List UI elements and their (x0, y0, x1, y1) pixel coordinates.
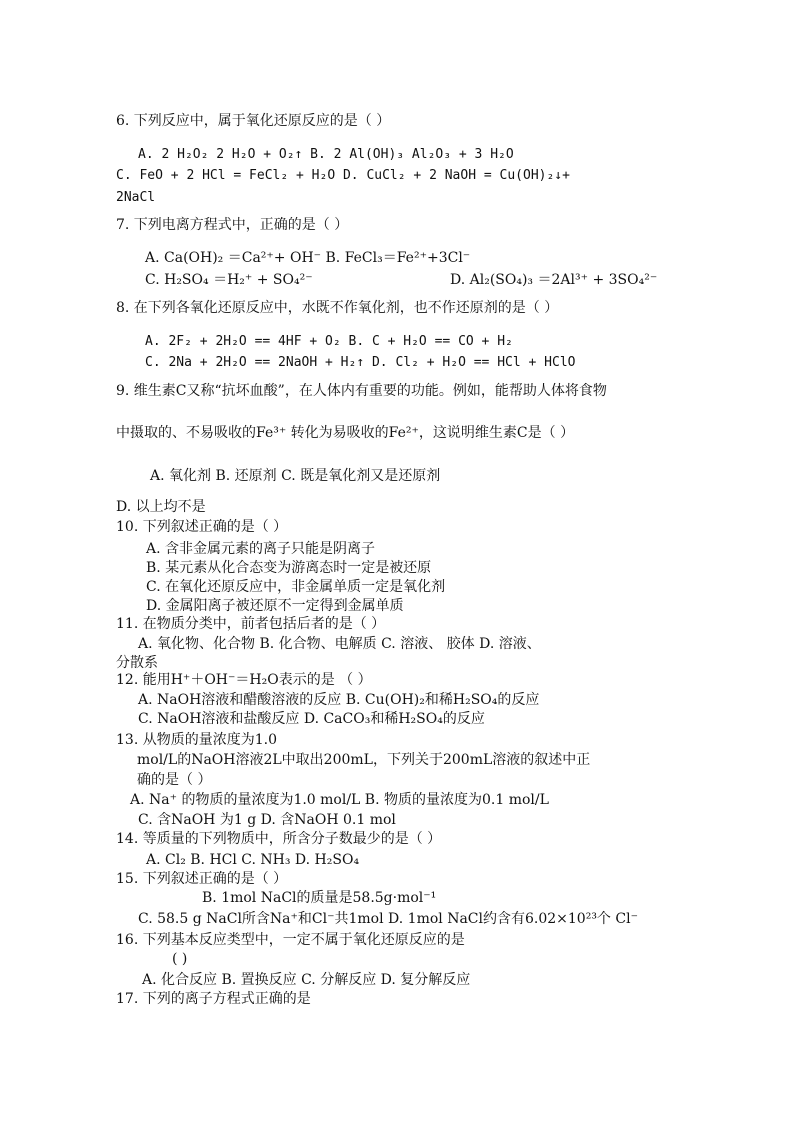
question-13-stem-line2: mol/L的NaOH溶液2L中取出200mL，下列关于200mL溶液的叙述中正 (137, 752, 591, 768)
question-7-option-c: C. H₂SO₄ ＝H₂⁺ + SO₄²⁻ (145, 272, 313, 288)
question-16-options: A. 化合反应 B. 置换反应 C. 分解反应 D. 复分解反应 (142, 972, 471, 988)
question-9-options-abc: A. 氧化剂 B. 还原剂 C. 既是氧化剂又是还原剂 (150, 468, 441, 484)
question-9-option-d: D. 以上均不是 (116, 499, 206, 515)
question-12-options-cd: C. NaOH溶液和盐酸反应 D. CaCO₃和稀H₂SO₄的反应 (138, 711, 485, 727)
question-8-options-ab: A. 2F₂ + 2H₂O == 4HF + O₂ B. C + H₂O == CO + H₂ (145, 334, 513, 349)
question-11-tail: 分散系 (116, 655, 158, 671)
question-12-stem: 12. 能用H⁺＋OH⁻＝H₂O表示的是 （ ） (116, 672, 372, 688)
question-15-stem: 15. 下列叙述正确的是（ ） (116, 871, 288, 887)
question-6-options-cd: C. FeO + 2 HCl = FeCl₂ + H₂O D. CuCl₂ + 2 NaOH = Cu(OH)₂↓+ (116, 168, 570, 183)
question-9-stem-line2: 中摄取的、不易吸收的Fe³⁺ 转化为易吸收的Fe²⁺，这说明维生素C是（ ） (116, 425, 575, 441)
question-8-stem: 8. 在下列各氧化还原反应中，水既不作氧化剂，也不作还原剂的是（ ） (116, 300, 559, 316)
question-10-option-b: B. 某元素从化合态变为游离态时一定是被还原 (146, 560, 432, 576)
question-11-stem: 11. 在物质分类中，前者包括后者的是（ ） (116, 616, 386, 632)
question-6-stem: 6. 下列反应中，属于氧化还原反应的是（ ） (116, 113, 391, 129)
question-11-options: A. 氧化物、化合物 B. 化合物、电解质 C. 溶液、 胶体 D. 溶液、 (138, 636, 541, 652)
question-10-option-d: D. 金属阳离子被还原不一定得到金属单质 (146, 598, 404, 614)
question-13-options-ab: A. Na⁺ 的物质的量浓度为1.0 mol/L B. 物质的量浓度为0.1 mol/L (130, 792, 549, 808)
question-7-options-ab: A. Ca(OH)₂ ＝Ca²⁺+ OH⁻ B. FeCl₃＝Fe²⁺+3Cl⁻ (145, 250, 471, 266)
question-14-stem: 14. 等质量的下列物质中，所含分子数最少的是（ ） (116, 831, 442, 847)
question-15-options-cd: C. 58.5 g NaCl所含Na⁺和Cl⁻共1mol D. 1mol NaCl约含有6.02×10²³个 Cl⁻ (138, 911, 638, 927)
question-14-options: A. Cl₂ B. HCl C. NH₃ D. H₂SO₄ (146, 852, 360, 868)
question-17-stem: 17. 下列的离子方程式正确的是 (116, 991, 311, 1007)
question-6-tail: 2NaCl (116, 190, 156, 205)
question-13-stem-line3: 确的是（ ） (137, 772, 212, 788)
question-15-option-b: B. 1mol NaCl的质量是58.5g·mol⁻¹ (202, 890, 437, 906)
question-8-options-cd: C. 2Na + 2H₂O == 2NaOH + H₂↑ D. Cl₂ + H₂O == HCl + HClO (145, 355, 576, 370)
question-9-stem-line1: 9. 维生素C又称“抗坏血酸”，在人体内有重要的功能。例如，能帮助人体将食物 (116, 383, 607, 399)
question-10-option-a: A. 含非金属元素的离子只能是阴离子 (146, 541, 376, 557)
question-7-option-d: D. Al₂(SO₄)₃ ＝2Al³⁺ + 3SO₄²⁻ (450, 272, 658, 288)
question-10-stem: 10. 下列叙述正确的是（ ） (116, 519, 288, 535)
question-12-options-ab: A. NaOH溶液和醋酸溶液的反应 B. Cu(OH)₂和稀H₂SO₄的反应 (138, 692, 540, 708)
question-7-stem: 7. 下列电离方程式中，正确的是（ ） (116, 217, 349, 233)
question-13-options-cd: C. 含NaOH 为1 g D. 含NaOH 0.1 mol (138, 812, 396, 828)
question-13-stem-line1: 13. 从物质的量浓度为1.0 (116, 732, 277, 748)
question-10-option-c: C. 在氧化还原反应中，非金属单质一定是氧化剂 (146, 579, 446, 595)
question-16-stem-line1: 16. 下列基本反应类型中，一定不属于氧化还原反应的是 (116, 932, 465, 948)
question-6-options-ab: A. 2 H₂O₂ 2 H₂O + O₂↑ B. 2 Al(OH)₃ Al₂O₃ + 3 H₂O (138, 147, 514, 162)
question-16-stem-line2: ( ) (172, 951, 188, 967)
